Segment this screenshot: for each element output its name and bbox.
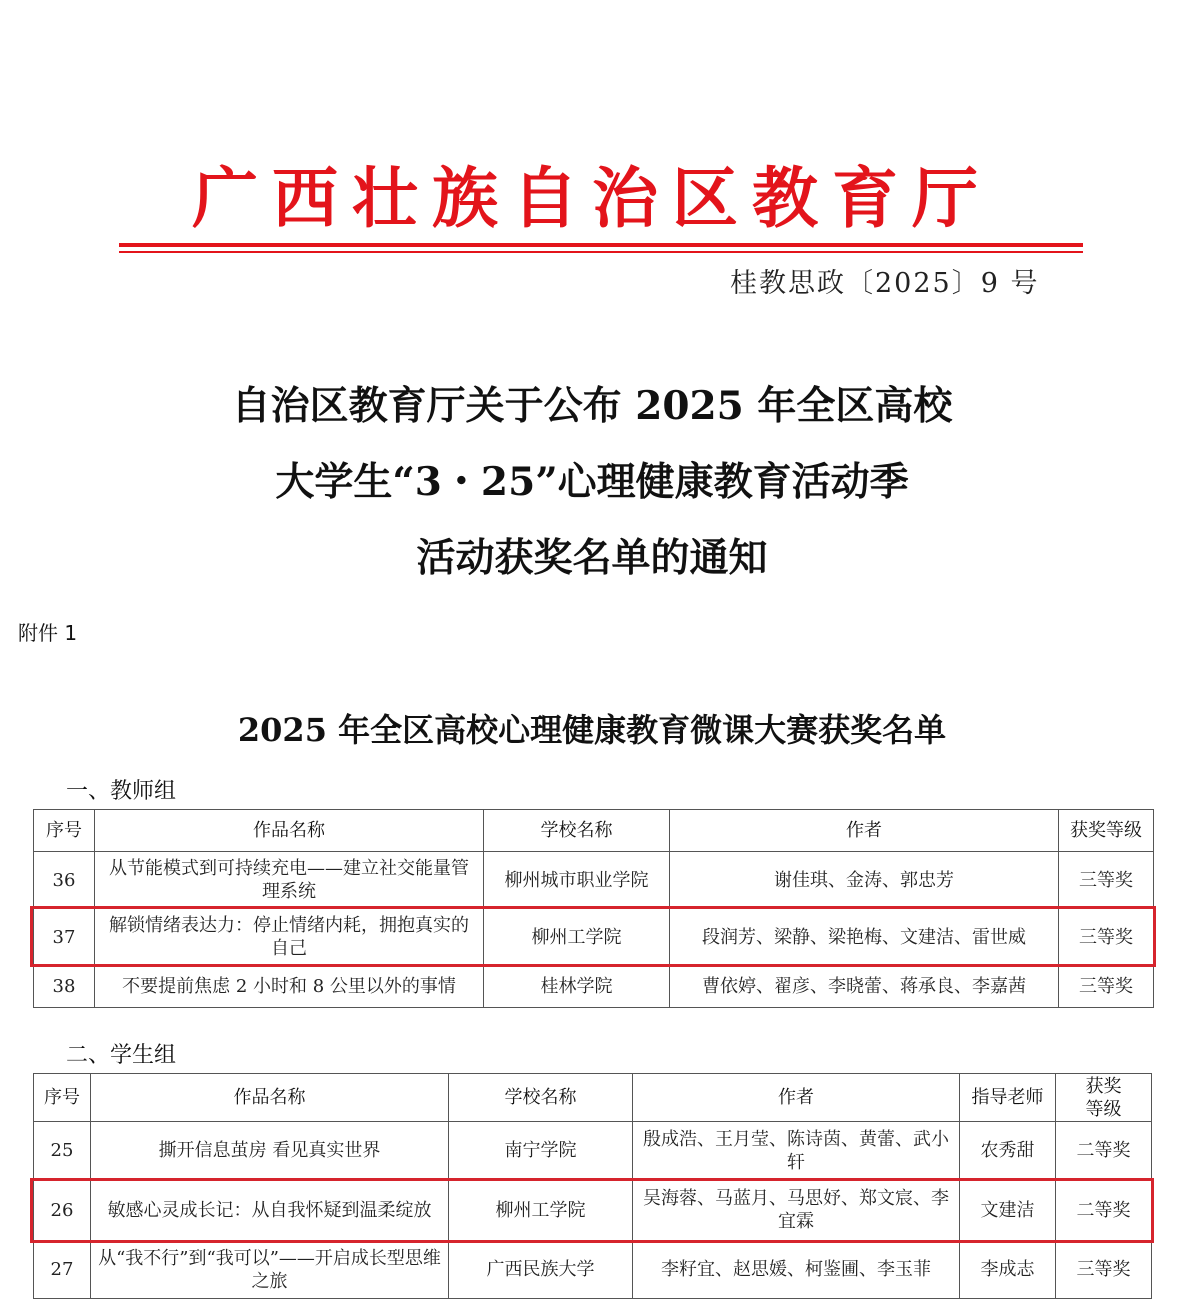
cell-authors: 吴海蓉、马蓝月、马思妤、郑文宸、李宜霖 <box>633 1180 960 1241</box>
attachment-label: 附件 1 <box>18 621 78 645</box>
cell-work: 从“我不行”到“我可以”——开启成长型思维之旅 <box>91 1241 449 1299</box>
cell-school: 柳州工学院 <box>449 1180 633 1241</box>
header-work: 作品名称 <box>95 810 484 852</box>
table-row <box>34 852 1154 909</box>
header-authors: 作者 <box>633 1074 960 1122</box>
red-divider-thick <box>119 243 1083 247</box>
header-no: 序号 <box>34 1074 91 1122</box>
red-divider-thin <box>119 251 1083 253</box>
cell-advisor: 农秀甜 <box>960 1122 1056 1180</box>
cell-authors: 李籽宜、赵思媛、柯鉴圃、李玉菲 <box>633 1241 960 1299</box>
cell-no: 38 <box>34 966 95 1008</box>
student-group-title: 二、学生组 <box>66 1043 177 1068</box>
table-row-highlighted <box>34 909 1154 966</box>
cell-authors: 谢佳琪、金涛、郭忠芳 <box>670 852 1059 909</box>
header-no: 序号 <box>34 810 95 852</box>
cell-school: 柳州工学院 <box>484 909 670 966</box>
table-row-highlighted <box>34 1180 1152 1241</box>
cell-authors: 殷成浩、王月莹、陈诗茵、黄蕾、武小轩 <box>633 1122 960 1180</box>
cell-school: 桂林学院 <box>484 966 670 1008</box>
notice-title-line: 自治区教育厅关于公布 2025 年全区高校 <box>231 383 953 429</box>
cell-award: 三等奖 <box>1059 852 1154 909</box>
cell-no: 37 <box>34 909 95 966</box>
header-authors: 作者 <box>670 810 1059 852</box>
table-row <box>34 1122 1152 1180</box>
header-award: 获奖等级 <box>1056 1074 1152 1122</box>
header-school: 学校名称 <box>484 810 670 852</box>
cell-award: 二等奖 <box>1056 1122 1152 1180</box>
award-list-title: 2025 年全区高校心理健康教育微课大赛获奖名单 <box>237 711 947 749</box>
notice-title <box>0 368 1184 596</box>
cell-work: 不要提前焦虑 2 小时和 8 公里以外的事情 <box>95 966 484 1008</box>
cell-award: 三等奖 <box>1059 909 1154 966</box>
cell-school: 广西民族大学 <box>449 1241 633 1299</box>
student-award-table <box>33 1073 1152 1299</box>
cell-advisor: 李成志 <box>960 1241 1056 1299</box>
header-school: 学校名称 <box>449 1074 633 1122</box>
cell-award: 二等奖 <box>1056 1180 1152 1241</box>
header-work: 作品名称 <box>91 1074 449 1122</box>
cell-work: 敏感心灵成长记：从自我怀疑到温柔绽放 <box>91 1180 449 1241</box>
cell-no: 26 <box>34 1180 91 1241</box>
cell-work: 从节能模式到可持续充电——建立社交能量管理系统 <box>95 852 484 909</box>
cell-authors: 段润芳、梁静、梁艳梅、文建洁、雷世威 <box>670 909 1059 966</box>
teacher-group-title: 一、教师组 <box>66 779 177 804</box>
cell-school: 柳州城市职业学院 <box>484 852 670 909</box>
cell-work: 撕开信息茧房 看见真实世界 <box>91 1122 449 1180</box>
notice-title-line: 活动获奖名单的通知 <box>416 535 768 581</box>
table-header-row <box>34 810 1154 852</box>
cell-authors: 曹依婷、翟彦、李晓蕾、蒋承良、李嘉茜 <box>670 966 1059 1008</box>
notice-title-line: 大学生“3・25”心理健康教育活动季 <box>275 459 909 505</box>
cell-work: 解锁情绪表达力：停止情绪内耗，拥抱真实的自己 <box>95 909 484 966</box>
cell-award: 三等奖 <box>1059 966 1154 1008</box>
cell-school: 南宁学院 <box>449 1122 633 1180</box>
cell-no: 25 <box>34 1122 91 1180</box>
teacher-award-table <box>33 809 1154 1008</box>
agency-title: 广西壮族自治区教育厅 <box>192 159 992 237</box>
cell-no: 27 <box>34 1241 91 1299</box>
table-row <box>34 1241 1152 1299</box>
cell-no: 36 <box>34 852 95 909</box>
cell-award: 三等奖 <box>1056 1241 1152 1299</box>
header-award: 获奖等级 <box>1059 810 1154 852</box>
header-advisor: 指导老师 <box>960 1074 1056 1122</box>
document-number: 桂教思政〔2025〕9 号 <box>730 268 1040 299</box>
table-header-row <box>34 1074 1152 1122</box>
table-row <box>34 966 1154 1008</box>
cell-advisor: 文建洁 <box>960 1180 1056 1241</box>
